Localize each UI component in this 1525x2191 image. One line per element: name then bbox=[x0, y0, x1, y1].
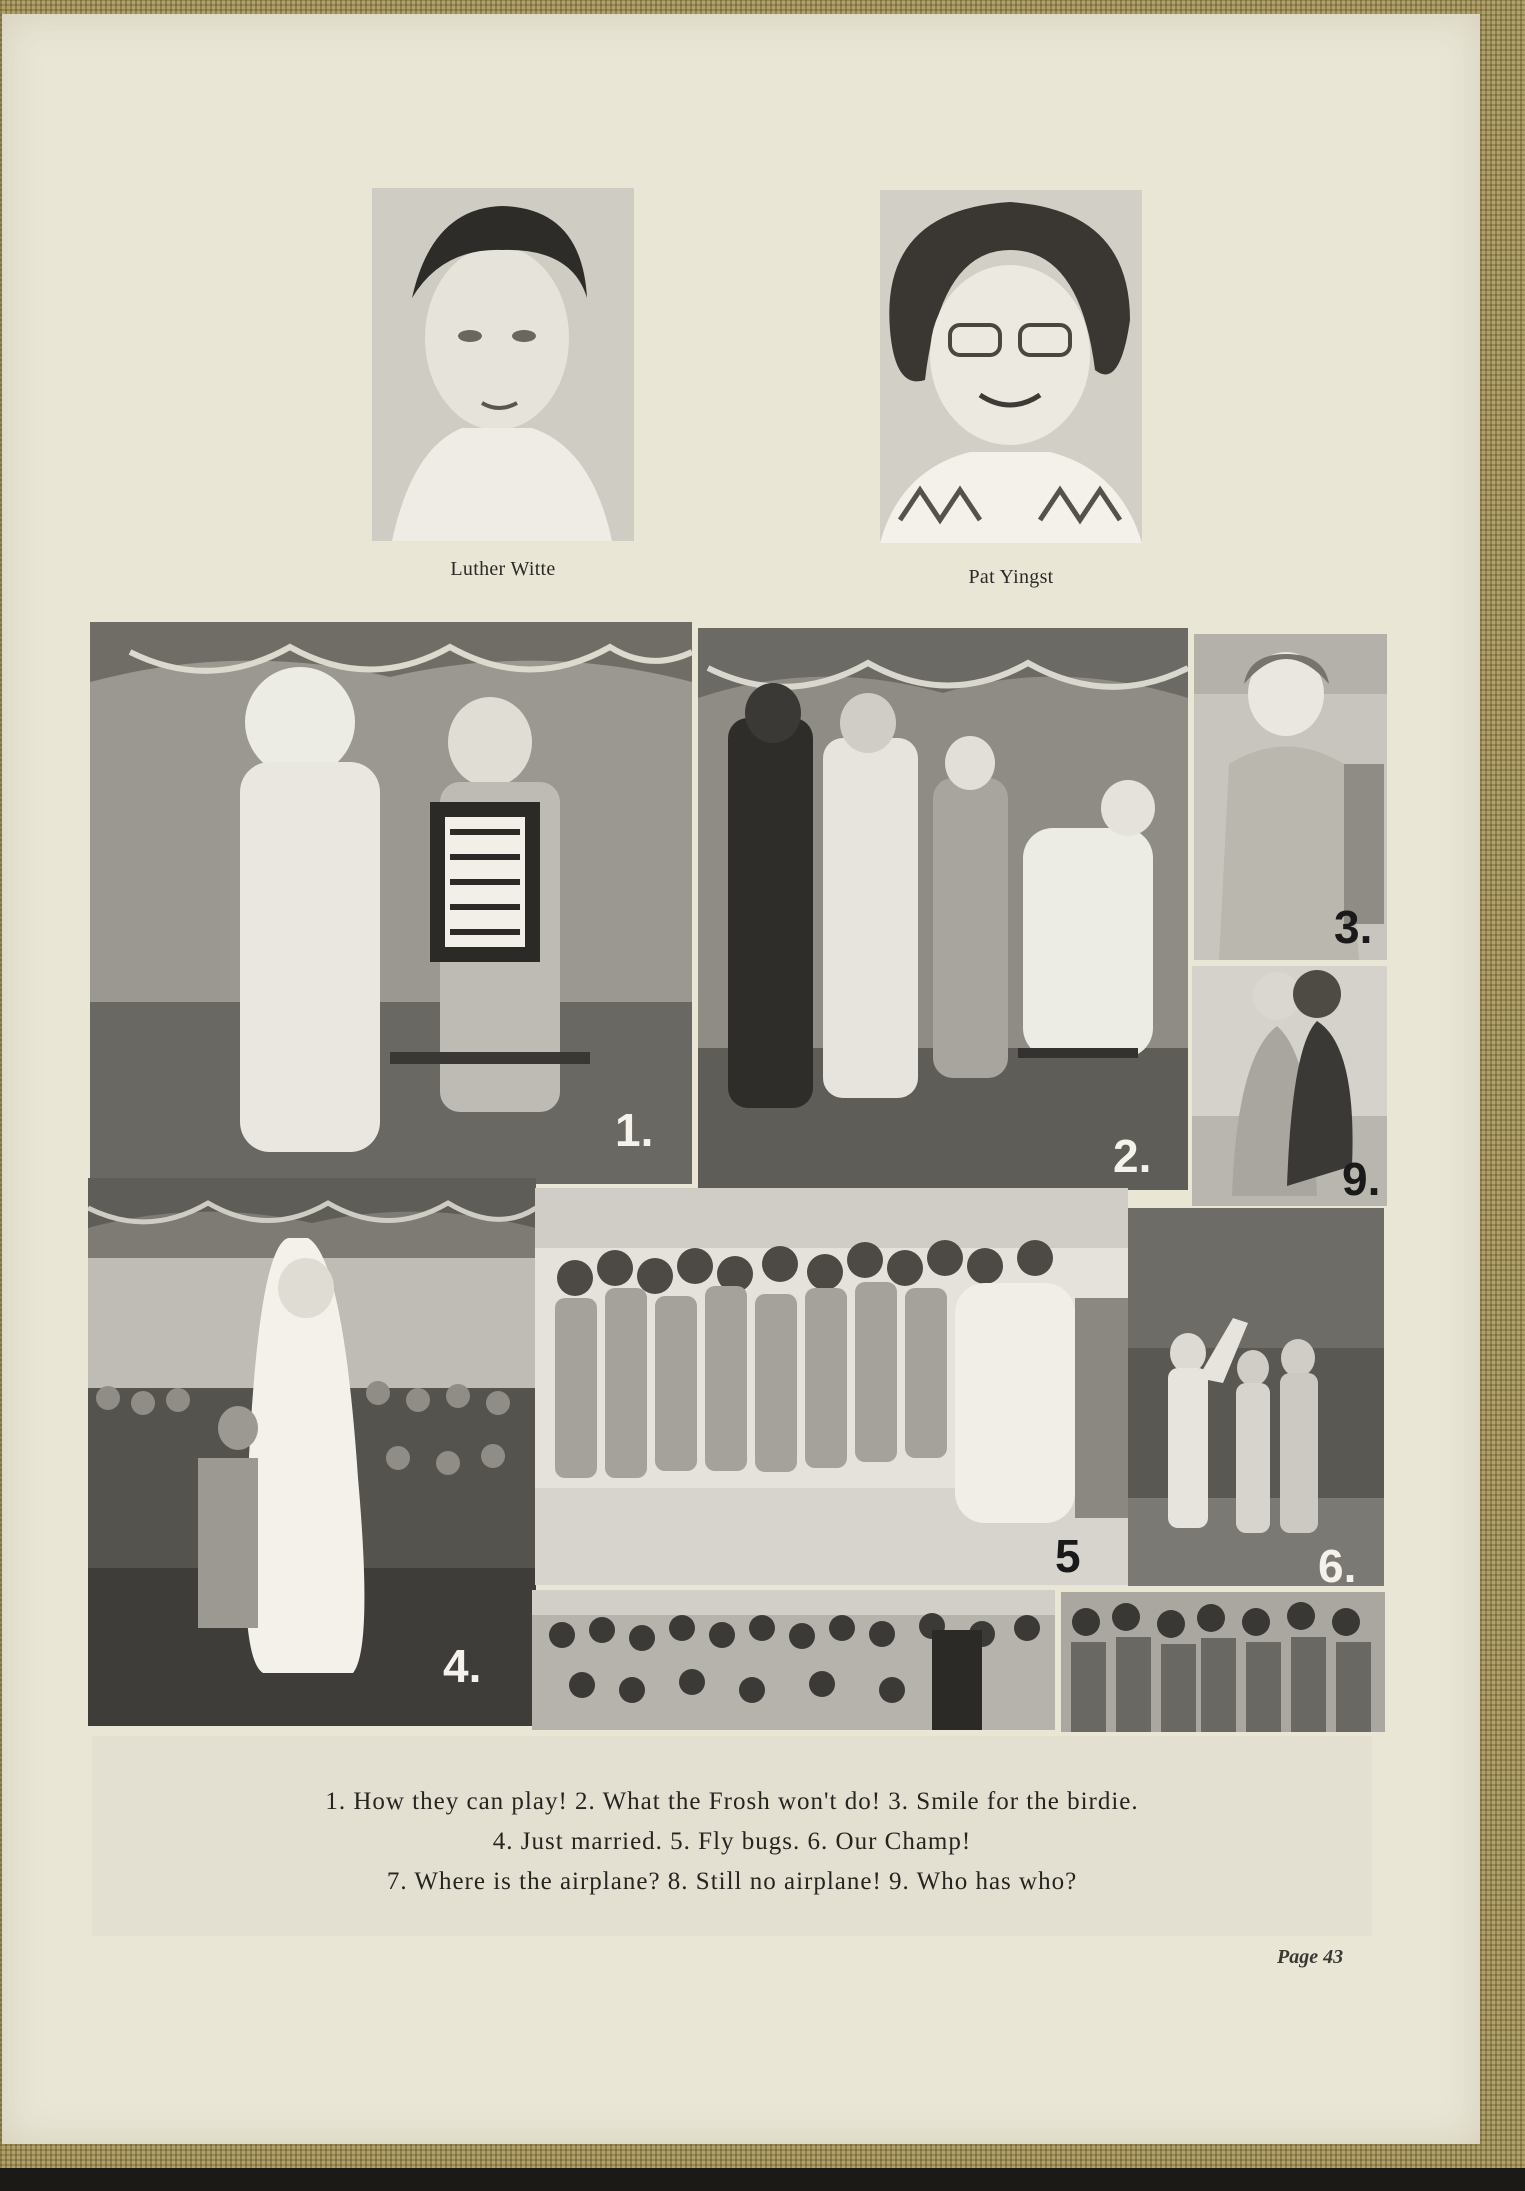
photo-9-two-girls bbox=[1192, 966, 1387, 1206]
photo-number-3: 3. bbox=[1334, 901, 1373, 953]
photo-number-6: 6. bbox=[1318, 1540, 1357, 1586]
page-number: Page 43 bbox=[1277, 1946, 1344, 1968]
caption-line-1: 1. How they can play! 2. What the Frosh won't do! 3. Smile for the birdie. bbox=[325, 1788, 1139, 1815]
photo-number-2: 2. bbox=[1113, 1130, 1152, 1182]
photo-number-1: 1. bbox=[615, 1104, 654, 1156]
photo-6-our-champ bbox=[1128, 1208, 1384, 1586]
photo-7-airplane-crowd bbox=[532, 1590, 1055, 1730]
portrait-photo-luther-witte bbox=[372, 188, 634, 541]
photo-1-accordion-player bbox=[90, 622, 692, 1184]
photo-8-no-airplane-crowd bbox=[1061, 1592, 1385, 1732]
photo-5-fly-bugs bbox=[535, 1188, 1128, 1585]
photo-3-smiling-girl bbox=[1194, 634, 1387, 960]
yearbook-page bbox=[2, 14, 1480, 2144]
photo-4-just-married bbox=[88, 1178, 536, 1726]
photo-number-9: 9. bbox=[1342, 1153, 1381, 1205]
portrait-caption-pat-yingst: Pat Yingst bbox=[968, 566, 1054, 588]
photo-number-4: 4. bbox=[443, 1640, 482, 1692]
portrait-caption-luther-witte: Luther Witte bbox=[450, 558, 556, 580]
photo-captions bbox=[92, 1736, 1372, 1936]
scanner-edge bbox=[0, 2168, 1525, 2191]
caption-line-2: 4. Just married. 5. Fly bugs. 6. Our Champ! bbox=[492, 1828, 972, 1855]
caption-line-3: 7. Where is the airplane? 8. Still no airplane! 9. Who has who? bbox=[386, 1868, 1078, 1895]
portrait-photo-pat-yingst bbox=[880, 190, 1142, 543]
photo-number-5: 5 bbox=[1055, 1530, 1081, 1582]
photo-2-frosh-dance bbox=[698, 628, 1188, 1190]
